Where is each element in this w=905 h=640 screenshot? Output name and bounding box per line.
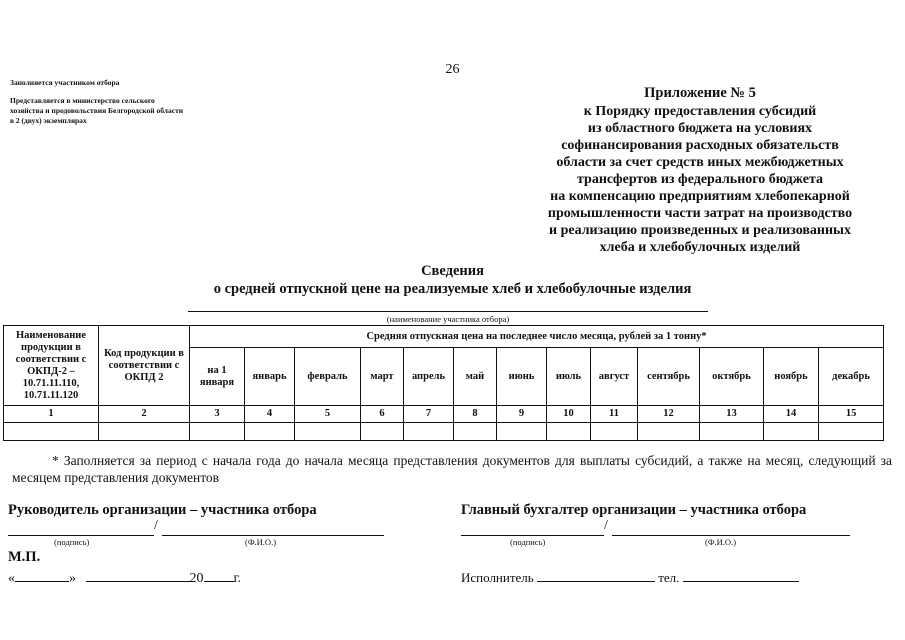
price-group-header: Средняя отпускная цена на последнее число месяца, рублей за 1 тонну*	[190, 326, 884, 348]
appendix-title: Приложение № 5	[644, 85, 756, 101]
table-cell[interactable]	[638, 423, 700, 441]
slash: /	[604, 518, 608, 533]
appendix-line: на компенсацию предприятиям хлебопекарной	[550, 189, 850, 204]
appendix-line: из областного бюджета на условиях	[587, 121, 813, 136]
table-row	[4, 423, 884, 441]
month-header: ноябрь	[764, 348, 819, 406]
phone-input[interactable]	[683, 568, 799, 582]
head-signature-title: Руководитель организации – участника отбора	[8, 502, 317, 518]
month-header: февраль	[295, 348, 361, 406]
executor-field	[461, 568, 799, 586]
phone-label: тел.	[658, 570, 680, 585]
document-heading	[0, 262, 905, 298]
month-header: сентябрь	[638, 348, 700, 406]
day-field[interactable]	[15, 568, 69, 582]
note-line-1: Заполняется участником отбора	[10, 78, 120, 87]
month-header: октябрь	[700, 348, 764, 406]
month-header: июнь	[497, 348, 547, 406]
appendix-line: софинансирования расходных обязательств	[561, 138, 839, 153]
column-number: 4	[245, 406, 295, 423]
note-line-4: в 2 (двух) экземплярах	[10, 116, 87, 125]
footnote: * Заполняется за период с начала года до начала месяца представления документов для выплаты субсидий, а также на месяц, следующий за месяцем представления документов	[12, 453, 892, 485]
accountant-name-line[interactable]	[612, 521, 850, 536]
price-table	[3, 325, 884, 441]
accountant-signature-line[interactable]	[461, 521, 604, 536]
document-title: Сведения	[421, 263, 484, 279]
name-caption: (Ф.И.О.)	[245, 537, 277, 547]
column-number: 11	[591, 406, 638, 423]
table-cell[interactable]	[454, 423, 497, 441]
table-cell[interactable]	[295, 423, 361, 441]
executor-input[interactable]	[537, 568, 655, 582]
appendix-line: к Порядку предоставления субсидий	[583, 104, 817, 119]
page-number: 26	[445, 62, 460, 77]
table-cell[interactable]	[190, 423, 245, 441]
column-number: 12	[638, 406, 700, 423]
column-number: 10	[547, 406, 591, 423]
table-cell[interactable]	[497, 423, 547, 441]
table-cell[interactable]	[591, 423, 638, 441]
table-cell[interactable]	[361, 423, 404, 441]
month-header: июль	[547, 348, 591, 406]
participant-name-line[interactable]	[188, 311, 708, 312]
month-header: апрель	[404, 348, 454, 406]
date-quote-close: »	[69, 571, 76, 586]
appendix-line: области за счет средств иных межбюджетных	[556, 155, 844, 170]
executor-label: Исполнитель	[461, 570, 534, 585]
table-cell[interactable]	[4, 423, 99, 441]
head-signature-line[interactable]	[8, 521, 154, 536]
appendix-line: и реализацию произведенных и реализованных	[549, 223, 851, 238]
year-field[interactable]	[204, 568, 234, 582]
accountant-signature-title: Главный бухгалтер организации – участника отбора	[461, 502, 807, 518]
slash: /	[154, 518, 158, 533]
product-name-header: Наименование продукции в соответствии с ОКПД-2 – 10.71.11.110, 10.71.11.120	[4, 326, 99, 406]
column-number: 14	[764, 406, 819, 423]
column-number: 6	[361, 406, 404, 423]
year-suffix: г.	[233, 571, 242, 586]
stamp-place: М.П.	[8, 549, 41, 565]
date-quote-open: «	[8, 571, 15, 586]
participant-name-caption: (наименование участника отбора)	[386, 314, 510, 324]
month-field[interactable]	[86, 568, 190, 582]
appendix-line: хлеба и хлебобулочных изделий	[599, 240, 801, 255]
table-cell[interactable]	[700, 423, 764, 441]
signature-caption: (подпись)	[54, 537, 90, 547]
column-number: 8	[454, 406, 497, 423]
column-number: 5	[295, 406, 361, 423]
product-code-header: Код продукции в соответствии с ОКПД 2	[99, 326, 190, 406]
table-cell[interactable]	[404, 423, 454, 441]
column-number: 9	[497, 406, 547, 423]
month-header: январь	[245, 348, 295, 406]
appendix-line: трансфертов из федерального бюджета	[577, 172, 823, 187]
head-name-line[interactable]	[162, 521, 384, 536]
note-line-2: Представляется в министерство сельского	[10, 96, 155, 105]
year-prefix: 20	[189, 571, 204, 586]
column-number: 13	[700, 406, 764, 423]
submission-note	[10, 78, 183, 126]
appendix-line: промышленности части затрат на производство	[547, 206, 853, 221]
table-cell[interactable]	[547, 423, 591, 441]
signature-caption: (подпись)	[510, 537, 546, 547]
month-header: март	[361, 348, 404, 406]
month-header: на 1 января	[190, 348, 245, 406]
column-number: 2	[99, 406, 190, 423]
table-cell[interactable]	[245, 423, 295, 441]
column-number: 7	[404, 406, 454, 423]
month-header: декабрь	[819, 348, 884, 406]
appendix-header	[500, 85, 900, 256]
date-field	[8, 568, 241, 587]
note-line-3: хозяйства и продовольствия Белгородской области	[10, 106, 184, 115]
column-number: 15	[819, 406, 884, 423]
table-cell[interactable]	[819, 423, 884, 441]
column-number: 1	[4, 406, 99, 423]
month-header: август	[591, 348, 638, 406]
name-caption: (Ф.И.О.)	[705, 537, 737, 547]
column-number: 3	[190, 406, 245, 423]
month-header: май	[454, 348, 497, 406]
table-cell[interactable]	[764, 423, 819, 441]
document-subtitle: о средней отпускной цене на реализуемые хлеб и хлебобулочные изделия	[213, 281, 692, 297]
table-cell[interactable]	[99, 423, 190, 441]
